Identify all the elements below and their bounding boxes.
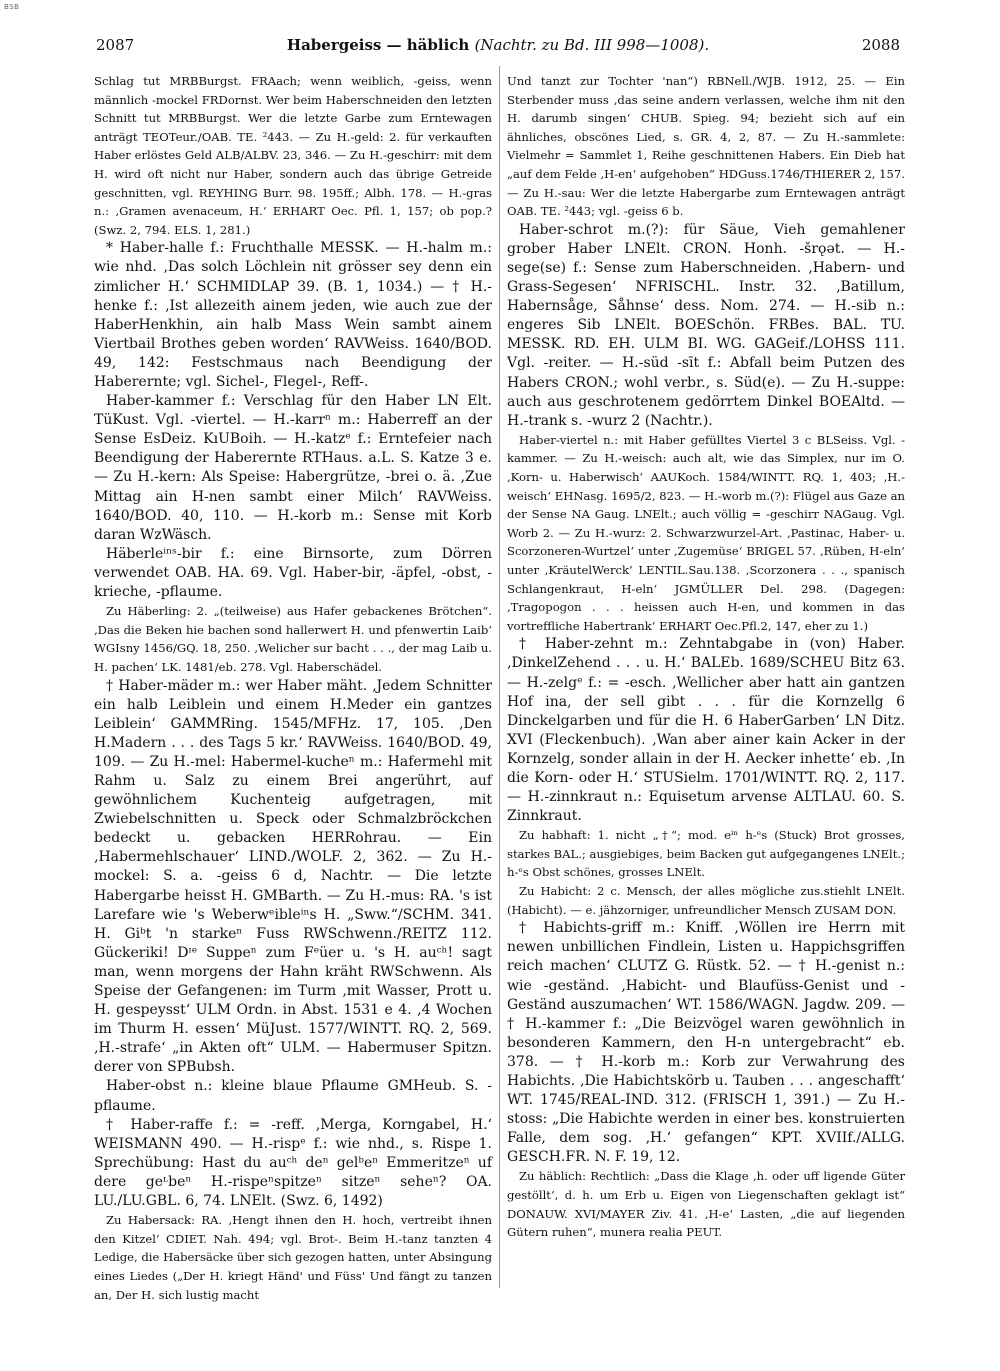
entry-paragraph: † Haber-zehnt m.: Zehntabgabe in (von) Haber. ‚DinkelZehend . . . u. H.‘ BALEb. 1689/SCHEU Bitz 63. — H.-zelgᵉ f.: = -esch. ‚Wellicher aber hatt ain gantzen Hof ina, der sell gibt . . . für die Kornzellg 6 Dinckelgarben und für die H. 6 HaberGarben‘ LN Ditz. XVI (Fleckenbuch). ‚Wan aber ainer kain Acker in der Kornzelg, sonder allain in der H. Aecker inhette‘ eb. ‚In die Korn- oder H.‘ STUSielm. 1701/WINTT. RQ. 2, 117. — H.-zinnkraut n.: Equisetum arvense ALTLAU. 60. S. Zinnkraut. <box>507 636 905 825</box>
entry-paragraph: Zu habhaft: 1. nicht „†“; mod. eⁱⁿ h-ᵉs (Stuck) Brot grosses, starkes BAL.; ausgiebiges, beim Backen gut aufgegangenes LNElt.; h-ᵉs Obst schönes, grosses LNElt. <box>507 828 905 880</box>
running-title-note: (Nachtr. zu Bd. III 998—1008). <box>474 36 710 54</box>
running-title <box>96 36 900 54</box>
entry-paragraph: † Haber-mäder m.: wer Haber mäht. ‚Jedem Schnitter ein halb Leiblein und einem H.Meder ein gantzes Leiblein‘ GAMMRing. 1545/MFHz. 17, 105. ‚Den H.Madern . . . des Tags 5 kr.‘ RAVWeiss. 1640/BOD. 49, 109. — Zu H.-mel: Habermel-kucheⁿ m.: Hafermehl mit Rahm u. Salz zu einem Brei angerührt, auf gewöhnlichem Kuchenteig aufgetragen, mit Zwiebelschnitten u. Speck oder Schmalzbröckchen bedeckt u. gebacken HERRohrau. — Ein ‚Habermehlschauer‘ LIND./WOLF. 2, 362. — Zu H.-mockel: S. a. -geiss 6 d, Nachtr. — Die letzte Habergarbe heisst H. GMBarth. — Zu H.-mus: RA. 's ist Larefare wie 's Weberwᵉibleⁱⁿs H. „Sww.“/SCHM. 341. H. Giᵇt 'n starkeⁿ Fuss RWSchwenn./REITZ 112. Gückeriki! Dᶦᵉ Suppeⁿ zum Fᵉüer u. 's H. auᶜʰ! sagt man, wenn morgens der Hahn kräht RWSchwenn. Als Speise der Gefangenen: im Turm ‚mit Wasser, Prott u. H. gespeysst‘ ULM Ordn. in Abst. 1531 e 4. ‚4 Wochen im Thurm H. essen‘ MüJust. 1577/WINTT. RQ. 2, 569. ‚H.-strafe‘ „in Akten oft“ ULM. — Habermuser Spitzn. derer von SPBubsh. <box>94 677 492 1076</box>
entry-paragraph: Zu Habersack: RA. ‚Hengt ihnen den H. hoch, vertreibt ihnen den Kitzel‘ CDIET. Nah. 494; vgl. Brot-. Beim H.-tanz tanzten 4 Ledige, die Habersäcke über sich gezogen hatten, unter Absingung eines Liedes („Der H. kriegt Händ' und Füss' Und fängt zu tanzen an, Der H. sich lustig macht <box>94 1213 492 1302</box>
entry-paragraph: † Habichts-griff m.: Kniff. ‚Wöllen ire Herrn mit newen unbillichen Findlein, Listen u. Happichsgriffen reich machen‘ CLUTZ G. Rüstk. 52. — † H.-genist n.: wie -geständ. ‚Habicht- und Blaufüss-Genist und -Geständ auszumachen‘ WT. 1586/WAGN. Jagdw. 209. — † H.-kammer f.: „Die Beizvögel waren gewöhnlich in besonderen Kammern, den H-n untergebracht“ eb. 378. — † H.-korb m.: Korb zur Verwahrung des Habichts. ‚Die Habichtskörb u. Tauben . . . angeschafft‘ WT. 1745/REAL-IND. 312. (FRISCH 1, 391.) — Zu H.-stoss: „Die Habichte werden in einer bes. konstruierten Falle, dem sog. ‚H.‘ gefangen“ KPT. XVIIf./ALLG. GESCH.FR. N. F. 19, 12. <box>507 920 905 1166</box>
library-stamp: BSB <box>4 3 20 11</box>
entry-paragraph: Haber-obst n.: kleine blaue Pflaume GMHeub. S. -pflaume. <box>94 1078 492 1114</box>
entry-paragraph: Zu Häberling: 2. „(teilweise) aus Hafer gebackenes Brötchen“. ‚Das die Beken hie bachen sond hallerwert H. und pfenwertin Laib‘ WGIsny 1456/GQ. 18, 250. ‚Welicher sur bacht . . ., der mag Laib u. H. pachen‘ LK. 1481/eb. 278. Vgl. Haberschädel. <box>94 604 492 674</box>
entry-paragraph: Zu häblich: Rechtlich: „Dass die Klage ‚h. oder uff ligende Güter gestöllt‘, d. h. um Erb u. Eigen von Liegenschaften geklagt ist“ DONAUW. XVI/MAYER Ziv. 41. ‚H-e‘ Lasten, „die auf liegenden Gütern ruhen“, munera realia PEUT. <box>507 1169 905 1240</box>
entry-paragraph: Und tanzt zur Tochter 'nan“) RBNell./WJB. 1912, 25. — Ein Sterbender muss ‚das seine andern verlassen, welche ihm nit den H. darumb singen‘ CHUB. Spieg. 94; bezieht sich auf ein ähnliches, obscönes Lied, s. GR. 4, 2, 87. — Zu H.-sammlete: Vielmehr = Sammlet 1, Reihe geschnittenen Habers. Ein Dieb hat „auf dem Felde ‚H-en‘ aufgehoben“ HDGuss.1746/THIERER 2, 157. — Zu H.-sau: Wer die letzte Habergarbe zum Erntewagen anträgt OAB. TE. ²443; vgl. -geiss 6 b. <box>507 74 905 219</box>
left-column <box>94 72 492 1302</box>
entry-paragraph: Haber-kammer f.: Verschlag für den Haber LN Elt. TüKust. Vgl. -viertel. — H.-karrⁿ m.: Haberreff an der Sense EsDeiz. KıUBoih. — H.-katzᵉ f.: Erntefeier nach Beendigung der Haberernte RTHaus. a.L. S. Katze 3 e. — Zu H.-kern: Als Speise: Habergrütze, -brei o. ä. ‚Zue Mittag ain H-nen sambt einer Milch‘ RAVWeiss. 1640/BOD. 40, 110. — H.-korb m.: Sense mit Korb daran WzWäsch. <box>94 393 492 543</box>
page-number-right: 2088 <box>861 36 900 54</box>
entry-paragraph: Zu Habicht: 2 c. Mensch, der alles mögliche zus.stiehlt LNElt. (Habicht). — e. jähzorniger, unfreundlicher Mensch ZUSAM DON. <box>507 884 905 917</box>
column-divider <box>499 66 500 1288</box>
entry-paragraph: † Haber-raffe f.: = -reff. ‚Merga, Korngabel, H.‘ WEISMANN 490. — H.-rispᵉ f.: wie nhd., s. Rispe 1. Sprechübung: Hast du auᶜʰ deⁿ gelᵇeⁿ Emmeritzeⁿ uf dere geᶫbeⁿ H.-rispeⁿspitzeⁿ sitzeⁿ seheⁿ? OA. LU./LU.GBL. 6, 74. LNElt. (Swz. 6, 1492) <box>94 1116 492 1210</box>
page-header <box>96 36 900 60</box>
entry-paragraph: Haber-viertel n.: mit Haber gefülltes Viertel 3 c BLSeiss. Vgl. -kammer. — Zu H.-weisch: auch alt, wie das Simplex, nur im O. ‚Korn- u. Haberwisch‘ AAUKoch. 1584/WINTT. RQ. 1, 403; ‚H.-weisch‘ EHNasg. 1695/2, 823. — H.-worb m.(?): Flügel aus Gaze an der Sense NA Gaug. LNElt.; auch völlig = -geschirr NAGaug. Vgl. Worb 2. — Zu H.-wurz: 2. Schwarzwurzel-Art. ‚Pastinac, Haber- u. Scorzoneren-Wurtzel‘ unter ‚Zugemüse‘ BRIGEL 57. ‚Rüben, H-eln‘ unter ‚KräutelWerck‘ LENTIL.Sau.138. ‚Scorzonera . . ., spanisch Schlangenkraut, H-eln‘ JGMÜLLER Del. 298. (Dagegen: ‚Tragopogon . . . heissen auch H-en, und kommen in das vortreffliche Habertrank‘ ERHART Oec.Pfl.2, 147, eher zu 1.) <box>507 432 905 633</box>
running-title-headword: Habergeiss — häblich <box>286 36 470 54</box>
entry-paragraph: Haber-schrot m.(?): für Säue, Vieh gemahlener grober Haber LNElt. CRON. Honh. -šrǫət. — H.-sege(se) f.: Sense zum Haberschneiden. ‚Habern- und Grass-Segesen‘ NFRISCHL. Instr. 32. ‚Batillum, Habernsåge, Såhnse‘ dess. Nom. 274. — H.-sib n.: engeres Sib LNElt. BOESchön. FRBes. BAL. TU. MESSK. RD. EH. ULM BI. WG. GAGeif./LOHSS 111. Vgl. -reiter. — H.-süd -sīt f.: Abfall beim Putzen des Habers CRON.; wohl verbr., s. Süd(e). — Zu H.-suppe: auch aus geschrotenem gedörrtem Dinkel BOEAltd. — H.-trank s. -wurz 2 (Nachtr.). <box>507 221 905 429</box>
entry-paragraph: Häberleⁱⁿˢ-bir f.: eine Birnsorte, zum Dörren verwendet OAB. HA. 69. Vgl. Haber-bir, -äpfel, -obst, -krieche, -pflaume. <box>94 545 492 601</box>
page-number-left: 2087 <box>96 36 135 54</box>
entry-paragraph: Schlag tut MRBBurgst. FRAach; wenn weiblich, -geiss, wenn männlich -mockel FRDornst. Wer beim Haberschneiden den letzten Schnitt tut MRBBurgst. Wer die letzte Garbe zum Erntewagen anträgt TEOTeur./OAB. TE. ²443. — Zu H.-geld: 2. für verkauften Haber erlöstes Geld ALB/ALBV. 23, 346. — Zu H.-geschirr: mit dem H. wird oft nicht nur Haber, sondern auch das übrige Getreide geschnitten, vgl. REYHING Burr. 98. 195ff.; Albh. 178. — H.-gras n.: ‚Gramen avenaceum, H.‘ ERHART Oec. Pfl. 1, 157; ob pop.? (Swz. 2, 794. ELS. 1, 281.) <box>94 74 492 237</box>
entry-paragraph: * Haber-halle f.: Fruchthalle MESSK. — H.-halm m.: wie nhd. ‚Das solch Löchlein nit grösser sey denn ein zimlicher H.‘ SCHMIDLAP 39. (B. 1, 1034.) — † H.-henke f.: ‚Ist allezeith ainem jeden, wie auch zue der HaberHenkhin, ain halb Mass Wein sambt ainem Viertbail Brothes geben worden‘ RAVWeiss. 1640/BOD. 49, 142: Festschmaus nach Beendigung der Haberernte; vgl. Sichel-, Flegel-, Reff-. <box>94 240 492 390</box>
right-column <box>507 72 905 1287</box>
